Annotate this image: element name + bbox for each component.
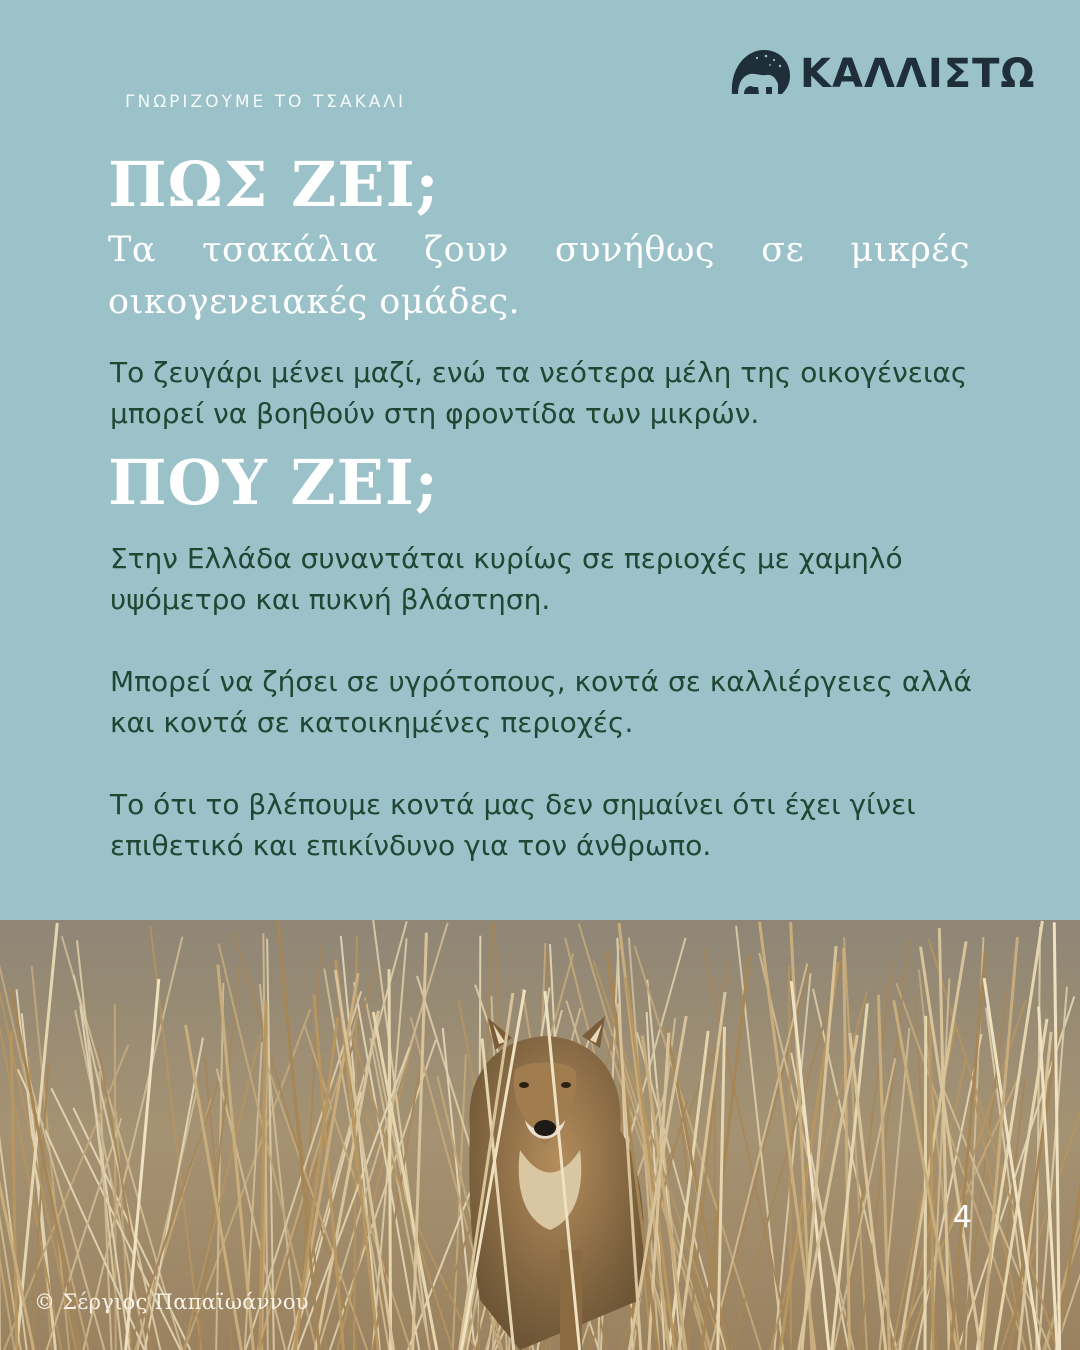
logo-wordmark: ΚΑΛΛΙΣΤΩ — [800, 51, 1036, 97]
kallisto-logo — [726, 44, 1036, 104]
jackal-photo — [0, 920, 1080, 1350]
section-title-how-it-lives: ΠΩΣ ΖΕΙ; — [108, 148, 440, 221]
section-title-where-it-lives: ΠΟΥ ΖΕΙ; — [108, 446, 439, 519]
section-paragraph: Το ότι το βλέπουμε κοντά μας δεν σημαίνει ότι έχει γίνει επιθετικό και επικίνδυνο για τον άνθρωπο. — [110, 788, 916, 862]
page-number: 4 — [952, 1200, 972, 1235]
photo-credit: © Σέργιος Παπαϊωάννου — [34, 1290, 309, 1314]
section-lead-text: Τα τσακάλια ζουν συνήθως σε μικρές οικογενειακές ομάδες. — [108, 230, 970, 322]
section-paragraph: Το ζευγάρι μένει μαζί, ενώ τα νεότερα μέλη της οικογένειας μπορεί να βοηθούν στη φροντίδα των μικρών. — [110, 356, 968, 430]
bear-with-cub-in-circle-icon — [726, 46, 792, 102]
series-kicker: ΓΝΩΡΙΖΟΥΜΕ ΤΟ ΤΣΑΚΑΛΙ — [125, 92, 407, 112]
section-paragraph: Μπορεί να ζήσει σε υγρότοπους, κοντά σε καλλιέργειες αλλά και κοντά σε κατοικημένες περιοχές. — [110, 665, 972, 739]
section-paragraph: Στην Ελλάδα συναντάται κυρίως σε περιοχές με χαμηλό υψόμετρο και πυκνή βλάστηση. — [110, 542, 903, 616]
jackal-in-reeds-illustration — [0, 920, 1080, 1350]
